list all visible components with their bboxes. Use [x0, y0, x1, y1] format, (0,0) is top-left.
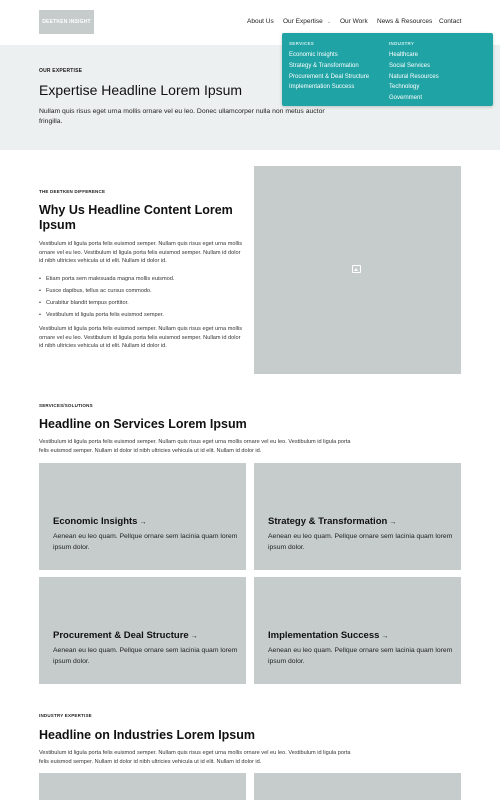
dropdown-item-natural-resources[interactable]: Natural Resources	[389, 73, 439, 80]
arrow-right-icon: →	[190, 633, 198, 640]
nav-our-work[interactable]: Our Work	[340, 18, 368, 25]
expertise-dropdown-menu	[282, 33, 493, 106]
card-title[interactable]	[53, 516, 146, 527]
why-us-heading: Why Us Headline Content Lorem Ipsum	[39, 203, 233, 232]
services-eyebrow: SERVICES/SOLUTIONS	[39, 403, 93, 408]
industries-intro: Vestibulum id ligula porta felis euismod semper. Nullam quis risus eget urna mollis ornare vel eu leo. Vestibulum id ligula porta felis euismod semper. Nullam id dolor id nibh ultricies vehicula ut id elit. Nullam id dolor id.	[39, 750, 351, 765]
dropdown-industry-column	[389, 41, 439, 104]
hero-eyebrow: OUR EXPERTISE	[39, 68, 83, 74]
chevron-down-icon: ⌄	[326, 19, 331, 25]
logo[interactable]: DEETKEN INSIGHT	[39, 10, 94, 34]
dropdown-item-healthcare[interactable]: Healthcare	[389, 52, 419, 58]
arrow-right-icon: →	[381, 633, 389, 640]
service-card-economic-insights[interactable]	[39, 463, 246, 570]
nav-contact[interactable]: Contact	[439, 18, 462, 25]
image-icon	[352, 265, 361, 273]
card-title-text: Implementation Success	[268, 630, 380, 641]
industries-eyebrow: INDUSTRY EXPERTISE	[39, 713, 92, 718]
card-description: Aenean eu leo quam. Pellque ornare sem lacinia quam lorem ipsum dolor.	[53, 647, 238, 665]
industry-card[interactable]	[254, 773, 461, 800]
card-title-text: Economic Insights	[53, 516, 138, 527]
service-card-implementation-success[interactable]	[254, 577, 461, 684]
card-description: Aenean eu leo quam. Pellque ornare sem lacinia quam lorem ipsum dolor.	[268, 533, 453, 551]
why-us-eyebrow: THE DEETKEN DIFFERENCE	[39, 189, 106, 194]
dropdown-item-procurement-deal-structure[interactable]: Procurement & Deal Structure	[289, 73, 370, 80]
dropdown-item-strategy-transformation[interactable]: Strategy & Transformation	[289, 62, 359, 69]
why-us-paragraph-2: Vestibulum id ligula porta felis euismod semper. Nullam quis risus eget urna mollis ornare vel eu leo. Vestibulum id ligula porta felis euismod semper. Nullam id dolor id nibh ultricies vehicula ut id elit. Nullam id dolor id.	[39, 326, 243, 350]
nav-news-resources[interactable]: News & Resources	[377, 18, 433, 25]
hero-text: Nullam quis risus eget urna mollis ornare vel eu leo. Donec ullamcorper nulla non metus auctor fringilla.	[39, 108, 325, 125]
card-title[interactable]	[53, 630, 198, 641]
why-us-bullet-list	[39, 273, 174, 321]
service-card-procurement-deal-structure[interactable]	[39, 577, 246, 684]
services-intro: Vestibulum id ligula porta felis euismod semper. Nullam quis risus eget urna mollis ornare vel eu leo. Vestibulum id ligula porta felis euismod semper. Nullam id dolor id nibh ultricies vehicula ut id elit. Nullam id dolor id.	[39, 439, 351, 454]
card-title-text: Strategy & Transformation	[268, 516, 388, 527]
dropdown-item-government[interactable]: Government	[389, 95, 423, 102]
industries-heading: Headline on Industries Lorem Ipsum	[39, 728, 256, 742]
card-title-text: Procurement & Deal Structure	[53, 630, 189, 641]
industry-card[interactable]	[39, 773, 246, 800]
arrow-right-icon: →	[139, 519, 147, 526]
page-title: Expertise Headline Lorem Ipsum	[39, 82, 243, 98]
nav-about-us[interactable]: About Us	[247, 18, 274, 25]
dropdown-item-implementation-success[interactable]: Implementation Success	[289, 84, 355, 91]
card-title[interactable]	[268, 630, 388, 641]
bullet-item: • Curabitur blandit tempus porttitor.	[39, 297, 174, 309]
image-placeholder	[254, 166, 461, 374]
bullet-item: • Etiam porta sem malesuada magna mollis euismod.	[39, 273, 174, 285]
dropdown-services-column	[289, 41, 369, 93]
dropdown-item-economic-insights[interactable]: Economic Insights	[289, 52, 338, 58]
bullet-item: • Vestibulum id ligula porta felis euismod semper.	[39, 309, 174, 321]
card-description: Aenean eu leo quam. Pellque ornare sem lacinia quam lorem ipsum dolor.	[268, 647, 453, 665]
nav-our-expertise[interactable]	[283, 18, 331, 25]
dropdown-industry-heading: INDUSTRY	[389, 41, 415, 46]
nav-our-expertise-label: Our Expertise	[283, 18, 323, 25]
arrow-right-icon: →	[389, 519, 397, 526]
dropdown-item-technology[interactable]: Technology	[389, 84, 420, 91]
why-us-paragraph-1: Vestibulum id ligula porta felis euismod semper. Nullam quis risus eget urna mollis ornare vel eu leo. Vestibulum id ligula porta felis euismod semper. Nullam id dolor id nibh ultricies vehicula ut id elit. Nullam id dolor id.	[39, 241, 243, 265]
services-heading: Headline on Services Lorem Ipsum	[39, 417, 247, 431]
bullet-item: • Fusce dapibus, tellus ac cursus commodo.	[39, 285, 174, 297]
card-description: Aenean eu leo quam. Pellque ornare sem lacinia quam lorem ipsum dolor.	[53, 533, 238, 551]
service-card-strategy-transformation[interactable]	[254, 463, 461, 570]
dropdown-item-social-services[interactable]: Social Services	[389, 62, 431, 69]
dropdown-services-heading: SERVICES	[289, 41, 315, 46]
card-title[interactable]	[268, 516, 396, 527]
